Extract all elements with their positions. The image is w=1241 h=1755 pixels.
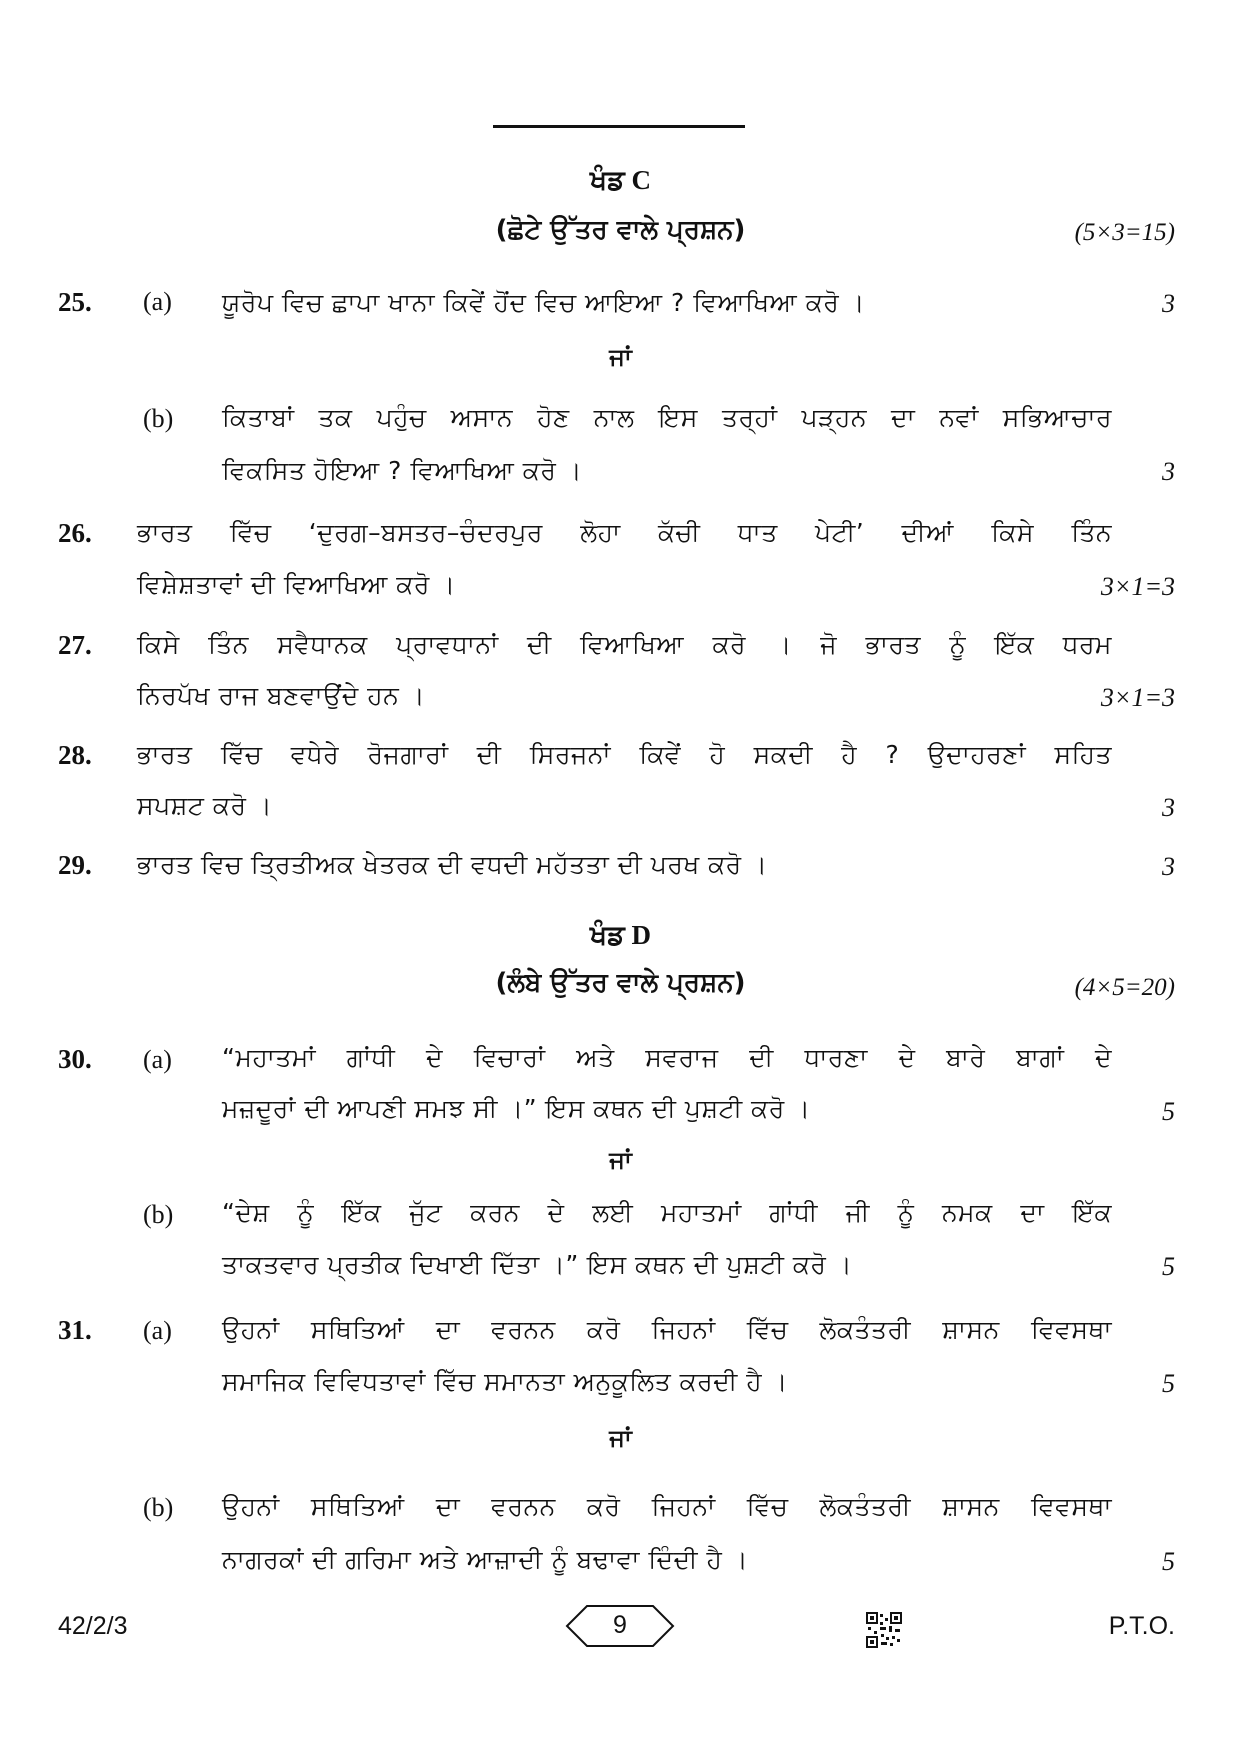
question-text: ਵਿਕਸਿਤ ਹੋਇਆ ? ਵਿਆਖਿਆ ਕਰੋ । xyxy=(222,456,583,485)
question-number: 28. xyxy=(58,740,92,770)
or-separator: ਜਾਂ xyxy=(609,1424,632,1452)
option-label: (a) xyxy=(143,1045,172,1074)
option-label: (a) xyxy=(143,1316,172,1345)
question-text: “ਦੇਸ਼ ਨੂੰ ਇੱਕ ਜੁੱਟ ਕਰਨ ਦੇ ਲਈ ਮਹਾਤਮਾਂ ਗਾਂਧੀ ਜੀ ਨੂੰ ਨਮਕ ਦਾ ਇੱਕ xyxy=(222,1198,1112,1227)
question-text: ਸਪਸ਼ਟ ਕਰੋ । xyxy=(137,791,273,820)
question-text: ਉਹਨਾਂ ਸਥਿਤਿਆਂ ਦਾ ਵਰਨਨ ਕਰੋ ਜਿਹਨਾਂ ਵਿੱਚ ਲੋਕਤੰਤਰੀ ਸ਼ਾਸਨ ਵਿਵਸਥਾ xyxy=(222,1492,1112,1521)
section-d-marks: (4×5=20) xyxy=(1074,974,1175,1001)
question-marks: 3×1=3 xyxy=(1100,683,1175,712)
question-text: “ਮਹਾਤਮਾਂ ਗਾਂਧੀ ਦੇ ਵਿਚਾਰਾਂ ਅਤੇ ਸਵਰਾਜ ਦੀ ਧਾਰਣਾ ਦੇ ਬਾਰੇ ਬਾਗਾਂ ਦੇ xyxy=(222,1043,1112,1072)
question-text: ਉਹਨਾਂ ਸਥਿਤਿਆਂ ਦਾ ਵਰਨਨ ਕਰੋ ਜਿਹਨਾਂ ਵਿੱਚ ਲੋਕਤੰਤਰੀ ਸ਼ਾਸਨ ਵਿਵਸਥਾ xyxy=(222,1315,1112,1344)
question-marks: 5 xyxy=(1162,1369,1175,1398)
section-c-title: ਖੰਡ C xyxy=(590,165,651,195)
or-separator: ਜਾਂ xyxy=(609,1146,632,1174)
question-marks: 3 xyxy=(1162,457,1175,486)
top-divider xyxy=(493,125,745,128)
option-label: (b) xyxy=(143,1200,174,1229)
question-text: ਯੂਰੋਪ ਵਿਚ ਛਾਪਾ ਖਾਨਾ ਕਿਵੇਂ ਹੋਂਦ ਵਿਚ ਆਇਆ ? ਵਿਆਖਿਆ ਕਰੋ । xyxy=(222,288,866,317)
question-number: 27. xyxy=(58,630,92,660)
question-text: ਭਾਰਤ ਵਿੱਚ ‘ਦੁਰਗ–ਬਸਤਰ–ਚੰਦਰਪੁਰ ਲੋਹਾ ਕੱਚੀ ਧਾਤ ਪੇਟੀ’ ਦੀਆਂ ਕਿਸੇ ਤਿੰਨ xyxy=(137,518,1112,547)
question-number: 29. xyxy=(58,850,92,880)
question-text: ਵਿਸ਼ੇਸ਼ਤਾਵਾਂ ਦੀ ਵਿਆਖਿਆ ਕਰੋ । xyxy=(137,570,456,599)
question-number: 26. xyxy=(58,518,92,548)
pto-label: P.T.O. xyxy=(1108,1612,1175,1640)
section-d-title: ਖੰਡ D xyxy=(590,920,651,950)
question-text: ਤਾਕਤਵਾਰ ਪ੍ਰਤੀਕ ਦਿਖਾਈ ਦਿੱਤਾ ।” ਇਸ ਕਥਨ ਦੀ ਪੁਸ਼ਟੀ ਕਰੋ । xyxy=(222,1250,853,1279)
question-marks: 3 xyxy=(1162,793,1175,822)
question-text: ਭਾਰਤ ਵਿਚ ਤ੍ਰਿਤੀਅਕ ਖੇਤਰਕ ਦੀ ਵਧਦੀ ਮਹੱਤਤਾ ਦੀ ਪਰਖ ਕਰੋ । xyxy=(137,850,768,879)
question-text: ਨਿਰਪੱਖ ਰਾਜ ਬਣਵਾਉਂਦੇ ਹਨ । xyxy=(137,681,426,710)
question-marks: 3 xyxy=(1162,289,1175,318)
question-text: ਸਮਾਜਿਕ ਵਿਵਿਧਤਾਵਾਂ ਵਿੱਚ ਸਮਾਨਤਾ ਅਨੁਕੂਲਿਤ ਕਰਦੀ ਹੈ । xyxy=(222,1367,788,1396)
option-label: (b) xyxy=(143,1493,174,1522)
section-c-marks: (5×3=15) xyxy=(1074,219,1175,246)
question-text: ਨਾਗਰਕਾਂ ਦੀ ਗਰਿਮਾ ਅਤੇ ਆਜ਼ਾਦੀ ਨੂੰ ਬਢਾਵਾ ਦਿੰਦੀ ਹੈ । xyxy=(222,1545,749,1574)
question-marks: 5 xyxy=(1162,1547,1175,1576)
question-text: ਭਾਰਤ ਵਿੱਚ ਵਧੇਰੇ ਰੋਜਗਾਰਾਂ ਦੀ ਸਿਰਜਨਾਂ ਕਿਵੇਂ ਹੋ ਸਕਦੀ ਹੈ ? ਉਦਾਹਰਣਾਂ ਸਹਿਤ xyxy=(137,740,1112,769)
or-separator: ਜਾਂ xyxy=(609,343,632,371)
question-number: 31. xyxy=(58,1315,92,1345)
page-number-badge xyxy=(565,1604,675,1648)
question-text: ਮਜ਼ਦੂਰਾਂ ਦੀ ਆਪਣੀ ਸਮਝ ਸੀ ।” ਇਸ ਕਥਨ ਦੀ ਪੁਸ਼ਟੀ ਕਰੋ । xyxy=(222,1094,811,1123)
option-label: (a) xyxy=(143,287,172,316)
question-number: 25. xyxy=(58,287,92,317)
section-d-subtitle: (ਲੰਬੇ ਉੱਤਰ ਵਾਲੇ ਪ੍ਰਸ਼ਨ) xyxy=(495,968,746,998)
question-text: ਕਿਸੇ ਤਿੰਨ ਸਵੈਧਾਨਕ ਪ੍ਰਾਵਧਾਨਾਂ ਦੀ ਵਿਆਖਿਆ ਕਰੋ । ਜੋ ਭਾਰਤ ਨੂੰ ਇੱਕ ਧਰਮ xyxy=(137,630,1112,659)
question-marks: 5 xyxy=(1162,1097,1175,1126)
question-marks: 3 xyxy=(1162,852,1175,881)
page-number: 9 xyxy=(613,1611,627,1639)
question-text: ਕਿਤਾਬਾਂ ਤਕ ਪਹੁੰਚ ਅਸਾਨ ਹੋਣ ਨਾਲ ਇਸ ਤਰ੍ਹਾਂ ਪੜ੍ਹਨ ਦਾ ਨਵਾਂ ਸਭਿਆਚਾਰ xyxy=(222,403,1112,432)
qr-code-icon xyxy=(866,1612,902,1648)
question-marks: 3×1=3 xyxy=(1100,572,1175,601)
option-label: (b) xyxy=(143,404,174,433)
question-number: 30. xyxy=(58,1044,92,1074)
question-marks: 5 xyxy=(1162,1252,1175,1281)
paper-code: 42/2/3 xyxy=(58,1612,128,1640)
section-c-subtitle: (ਛੋਟੇ ਉੱਤਰ ਵਾਲੇ ਪ੍ਰਸ਼ਨ) xyxy=(495,215,746,245)
